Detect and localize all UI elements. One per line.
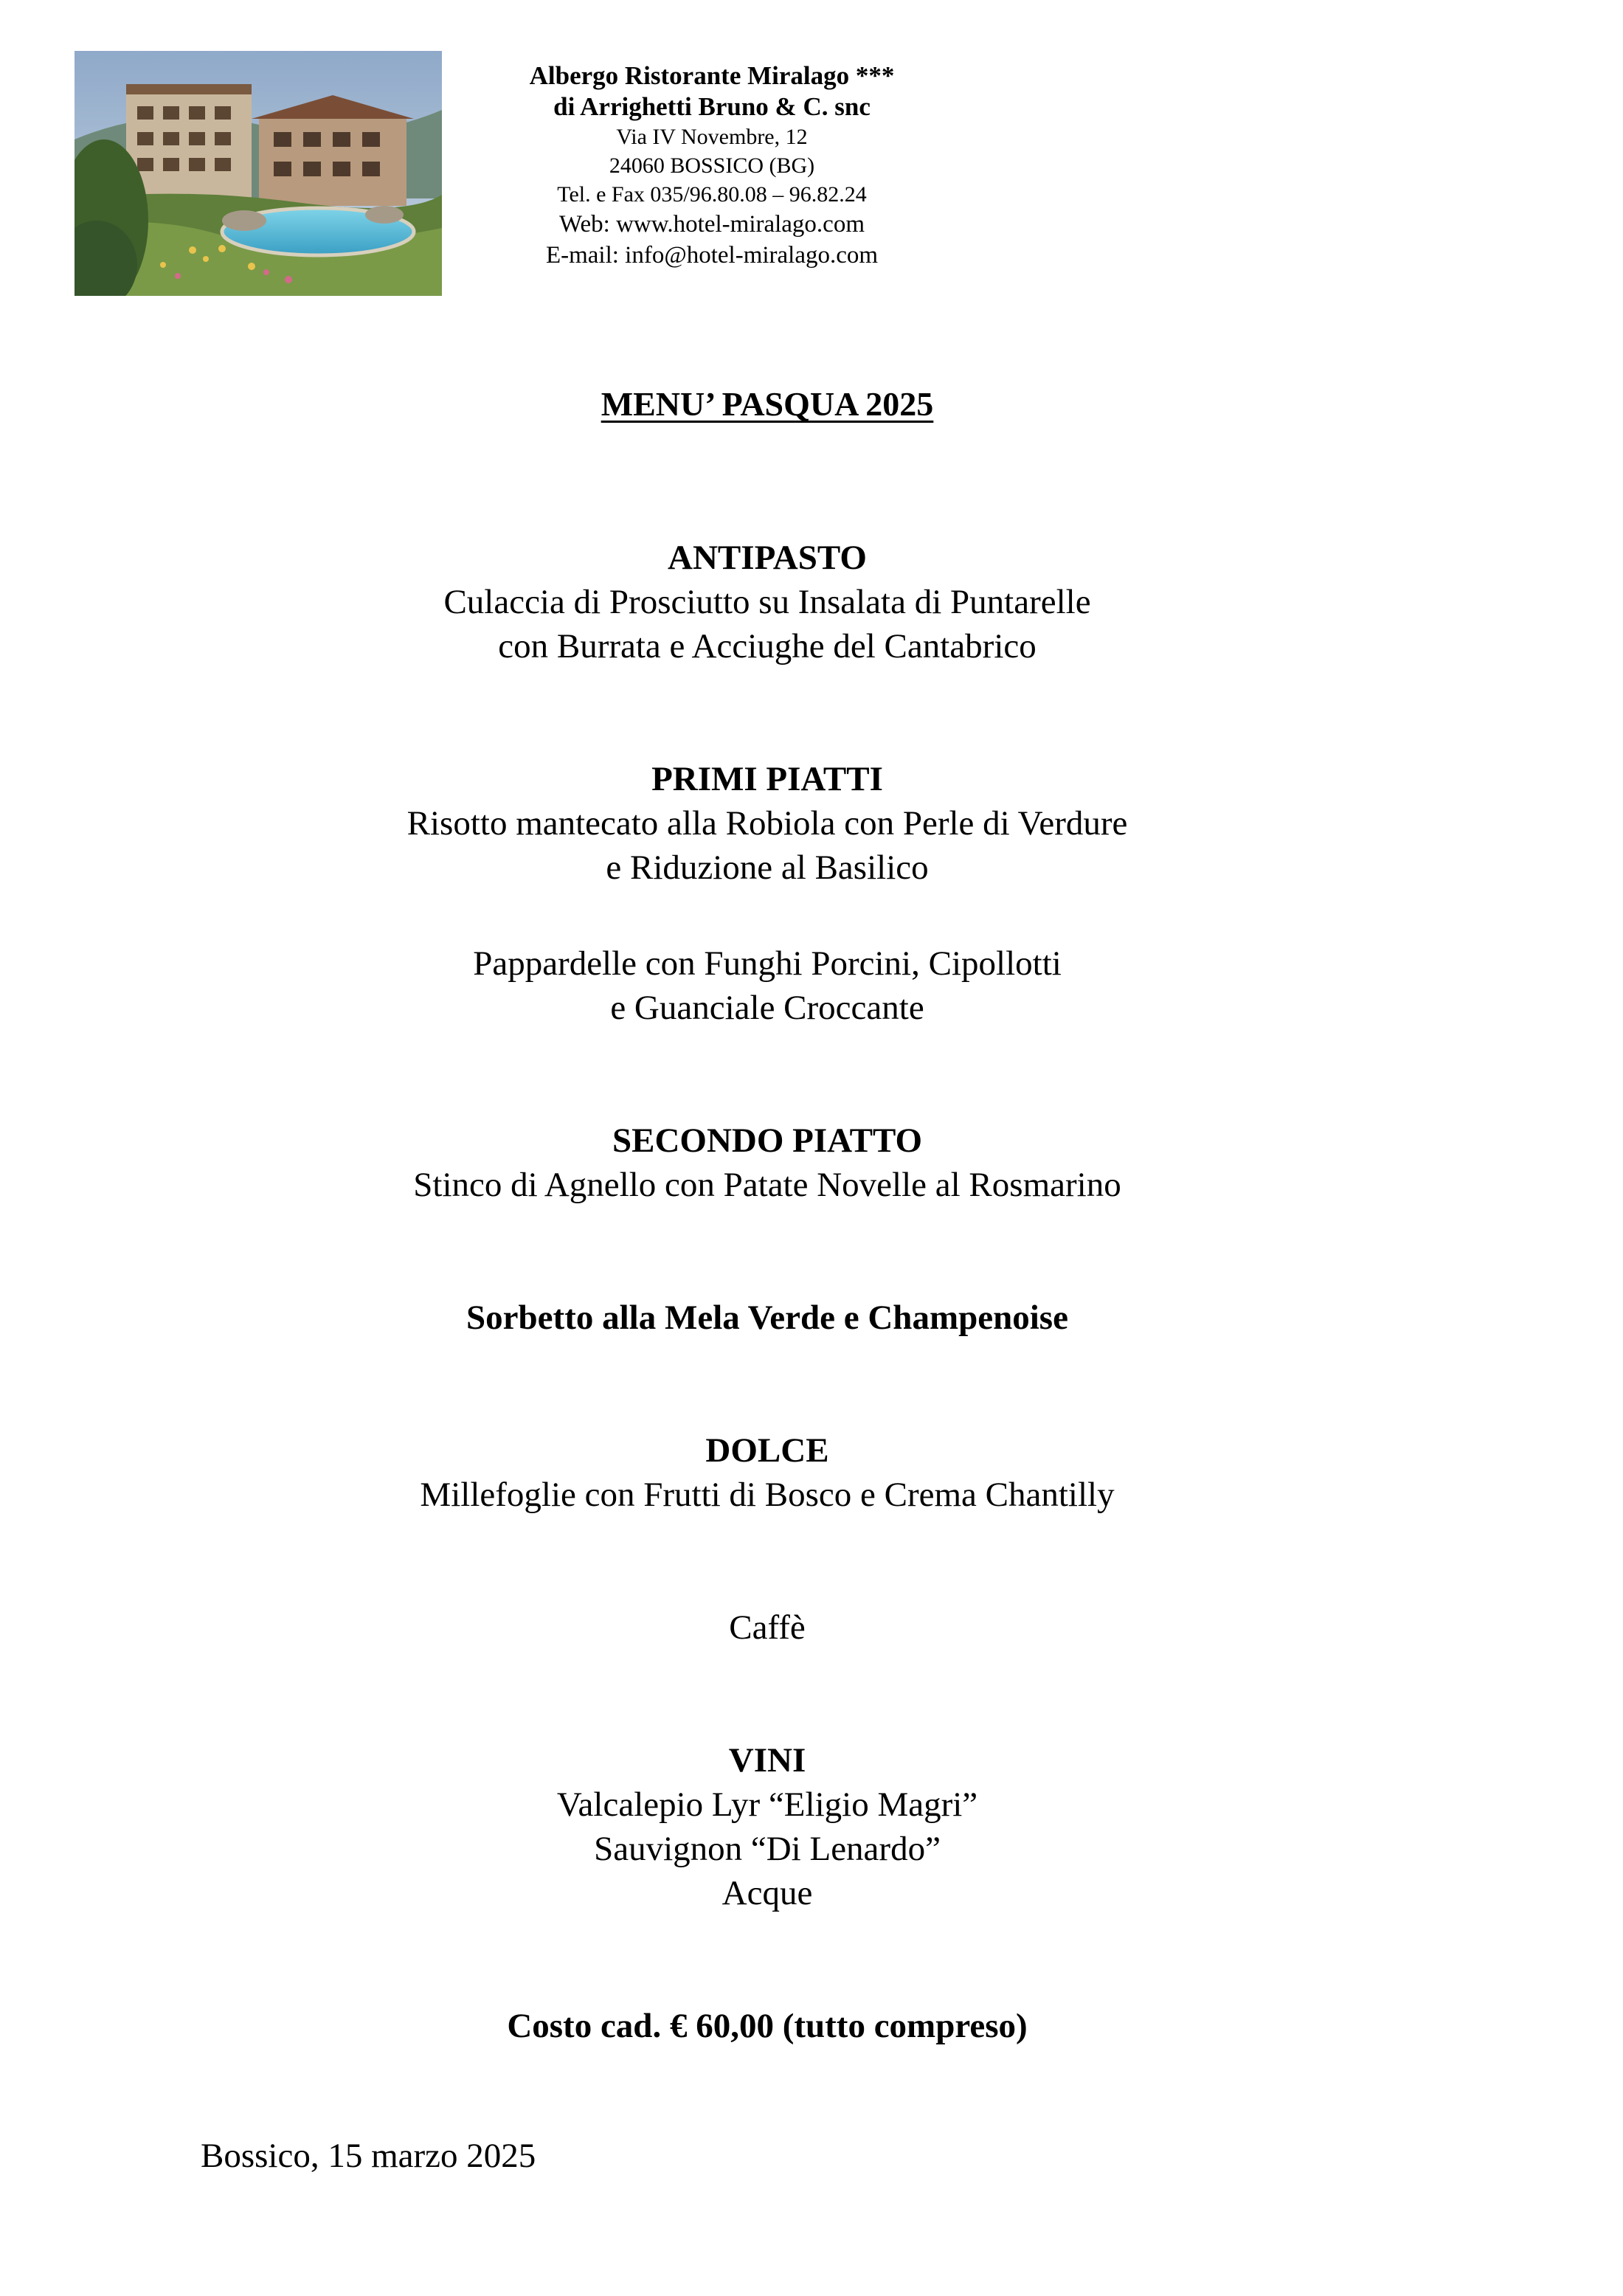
vini-line: Valcalepio Lyr “Eligio Magri”: [556, 1785, 978, 1824]
section-sorbetto: [177, 1296, 1357, 1340]
price: Costo cad. € 60,00 (tutto compreso): [507, 2007, 1028, 2045]
email: E-mail: info@hotel-miralago.com: [545, 242, 879, 269]
section-primi-dish2: [177, 941, 1357, 1030]
secondo-heading: SECONDO PIATTO: [612, 1121, 923, 1160]
hotel-name: Albergo Ristorante Miralago ***: [529, 61, 895, 90]
sorbetto: Sorbetto alla Mela Verde e Champenoise: [466, 1299, 1068, 1337]
section-secondo: [177, 1118, 1357, 1207]
secondo-line: Stinco di Agnello con Patate Novelle al Rosmarino: [413, 1166, 1121, 1204]
section-antipasto: [177, 536, 1357, 668]
primi-dish-line: Risotto mantecato alla Robiola con Perle di Verdure: [406, 804, 1128, 843]
letterhead: [413, 60, 1011, 271]
vini-heading: VINI: [728, 1741, 806, 1780]
hotel-photo: [75, 51, 442, 296]
dolce-line: Millefoglie con Frutti di Bosco e Crema Chantilly: [420, 1476, 1115, 1514]
antipasto-heading: ANTIPASTO: [668, 539, 867, 577]
menu-title-text: MENU’ PASQUA 2025: [601, 385, 934, 423]
dolce-heading: DOLCE: [705, 1431, 829, 1470]
section-price: [177, 2004, 1357, 2048]
address: Via IV Novembre, 12: [616, 125, 808, 149]
section-vini: [177, 1738, 1357, 1915]
menu-title: [177, 384, 1357, 425]
company-name: di Arrighetti Bruno & C. snc: [553, 92, 871, 121]
section-caffe: [177, 1605, 1357, 1650]
primi-dish-line: e Riduzione al Basilico: [606, 848, 929, 887]
caffe: Caffè: [729, 1608, 806, 1647]
phone: Tel. e Fax 035/96.80.08 – 96.82.24: [557, 182, 867, 207]
antipasto-line: con Burrata e Acciughe del Cantabrico: [498, 627, 1037, 665]
section-dolce: [177, 1428, 1357, 1517]
primi-heading: PRIMI PIATTI: [651, 760, 883, 798]
vini-line: Acque: [721, 1874, 813, 1912]
primi-dish-line: e Guanciale Croccante: [610, 989, 924, 1027]
section-primi: [177, 757, 1357, 890]
city: 24060 BOSSICO (BG): [609, 153, 815, 178]
document-date: Bossico, 15 marzo 2025: [201, 2137, 536, 2175]
website: Web: www.hotel-miralago.com: [559, 211, 865, 238]
vini-line: Sauvignon “Di Lenardo”: [594, 1830, 941, 1868]
antipasto-line: Culaccia di Prosciutto su Insalata di Puntarelle: [443, 583, 1091, 621]
primi-dish-line: Pappardelle con Funghi Porcini, Cipollotti: [473, 944, 1062, 983]
